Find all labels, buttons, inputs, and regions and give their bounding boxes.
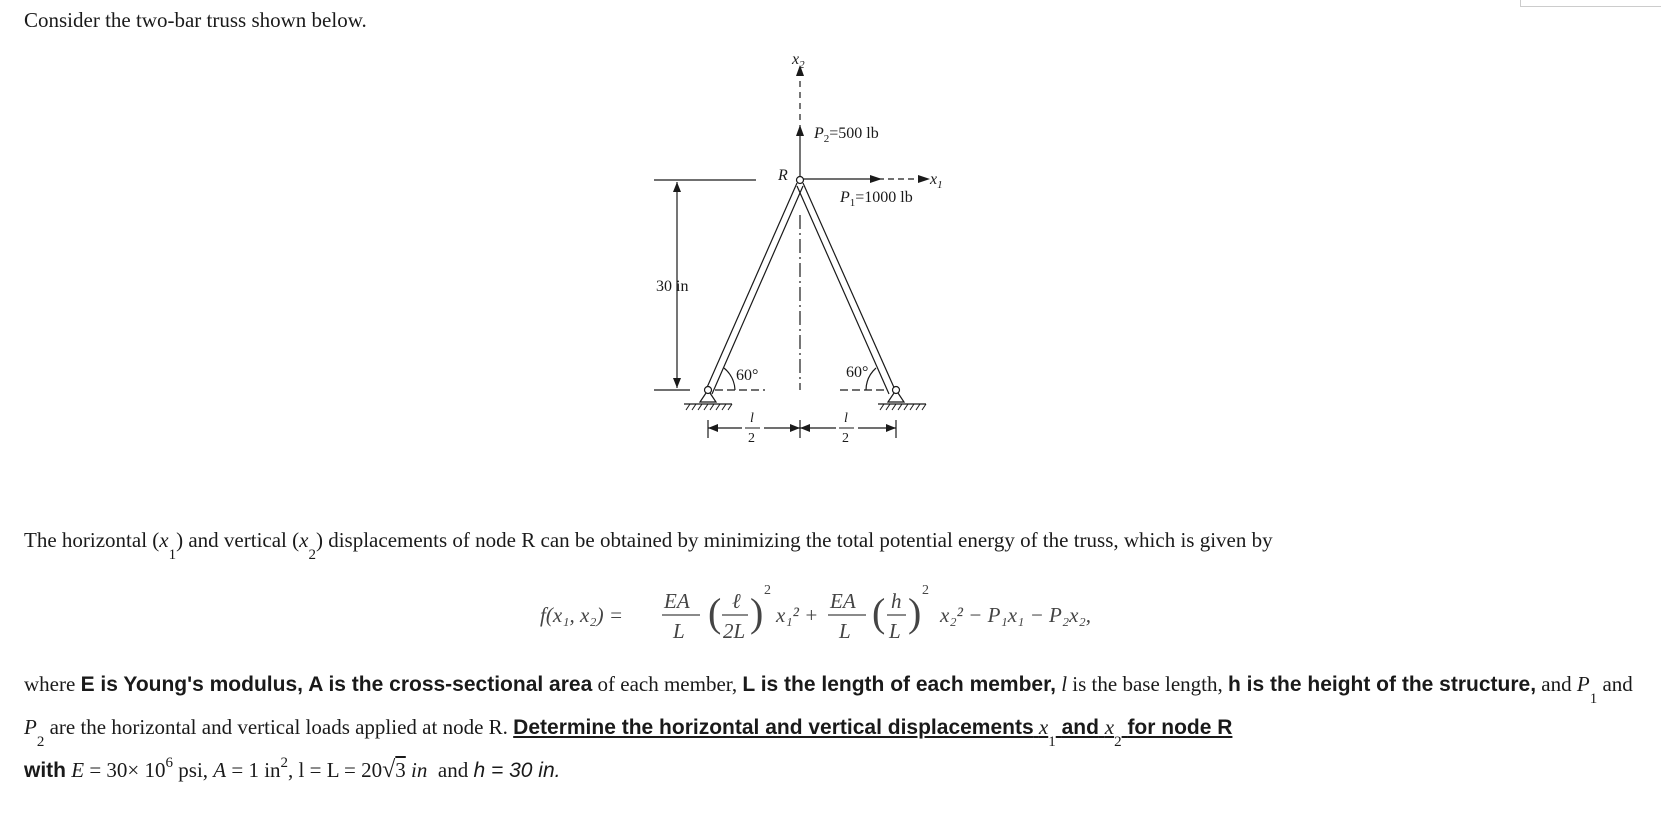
base-arrow-3 <box>800 424 810 432</box>
half-base-right-num: l <box>844 411 848 426</box>
paragraph-definitions: where E is Young's modulus, A is the cross-sectional area of each member, L is the length of each member, l is the base length, h is the height of the structure, and $P_1$ and $P_2$ are the horizontal and vertical loads applied at node R. Determine the horizontal and vertical displacements $x_1$ and $x_2$ for node R with $E = 30\times 10^6$ psi, A = 1 $in^2$, l = L = 20√3 in and h = 30 in. <box>24 672 1633 783</box>
eq-l-3: L <box>889 619 901 643</box>
right-member <box>803 183 896 392</box>
base-arrow-1 <box>708 424 718 432</box>
height-label: 30 in <box>656 278 689 295</box>
intro-text: Consider the two-bar truss shown below. <box>24 8 367 32</box>
equation-svg <box>540 580 1160 650</box>
p2-label: $P_2=500$ lb <box>814 125 879 145</box>
eq-paren-open-1: ( <box>708 590 722 635</box>
task-statement: Determine the horizontal and vertical displacements <box>513 716 1034 739</box>
eq-paren-close-2: ) <box>908 590 922 635</box>
left-pin <box>705 387 712 394</box>
energy-equation <box>540 580 1160 655</box>
left-angle-arc <box>724 368 735 390</box>
eq-l-1: L <box>673 619 685 643</box>
height-arrow-top <box>673 182 681 192</box>
base-arrow-4 <box>886 424 896 432</box>
eq-2l: 2L <box>723 619 746 643</box>
sqrt-sign: √ <box>382 757 396 783</box>
left-member <box>705 183 797 392</box>
eq-ea-2: EA <box>830 589 856 613</box>
right-member-inner <box>797 186 889 394</box>
corner-frame <box>1520 0 1661 7</box>
node-r <box>797 177 804 184</box>
p1-label: $P_1=1000$ lb <box>840 189 913 209</box>
eq-lhs: f(x₁, x₂) = <box>540 603 623 627</box>
eq-tail: x₂² − P₁x₁ − P₂x₂, <box>940 603 1092 627</box>
left-angle-label: 60° <box>736 367 759 384</box>
eq-paren-close-1: ) <box>750 590 764 635</box>
eq-ea-1: EA <box>664 589 690 613</box>
truss-diagram <box>656 40 960 450</box>
eq-ell: ℓ <box>732 589 741 613</box>
x2-label: $x_2$ <box>792 51 805 71</box>
eq-x1sq: x₁² + <box>776 603 819 627</box>
base-arrow-2 <box>790 424 800 432</box>
paragraph-displacements: The horizontal $(x_1)$ and vertical $(x_2)$ displacements of node R can be obtained by minimizing the total potential energy of the truss, which is given by <box>24 528 1273 563</box>
eq-h: h <box>891 589 902 613</box>
half-base-left-den: 2 <box>748 431 755 446</box>
truss-figure <box>656 40 960 455</box>
eq-paren-open-2: ( <box>872 590 886 635</box>
right-pin <box>893 387 900 394</box>
eq-sq-1: 2 <box>764 583 771 598</box>
eq-l-2: L <box>839 619 851 643</box>
p2-arrowhead <box>796 125 804 136</box>
height-arrow-bottom <box>673 378 681 388</box>
x1-label: $x_1$ <box>930 171 943 191</box>
half-base-left-num: l <box>750 411 754 426</box>
eq-sq-2: 2 <box>922 583 929 598</box>
p1-arrowhead <box>870 175 882 183</box>
left-member-inner <box>712 186 803 394</box>
half-base-right-den: 2 <box>842 431 849 446</box>
right-angle-label: 60° <box>846 364 869 381</box>
x1-arrowhead <box>918 175 930 183</box>
node-r-label: R <box>778 167 788 184</box>
